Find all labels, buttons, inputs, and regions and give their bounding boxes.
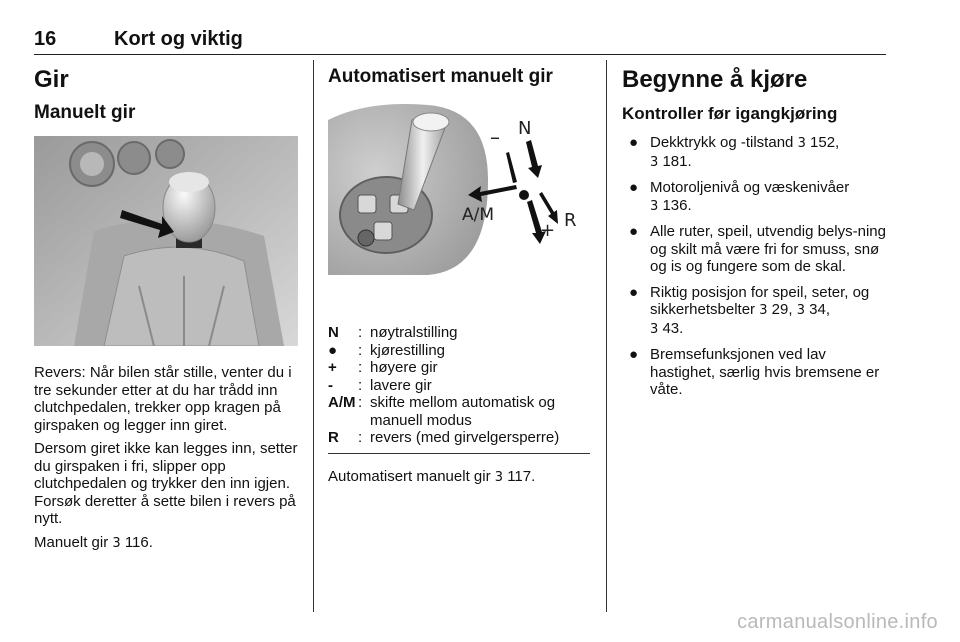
heading-start-driving: Begynne å kjøre [622, 66, 808, 93]
section-title: Gir [34, 66, 69, 93]
cross-reference: Manuelt gir 3 116. [34, 533, 153, 551]
figure-label-am: A/M [462, 205, 495, 225]
manual-gear-shifter-illustration [34, 136, 298, 346]
bullet-icon: ● [629, 179, 639, 196]
figure-label-r: R [564, 210, 577, 231]
figure-label-minus: – [490, 125, 500, 149]
legend-row: R : revers (med girvelgersperre) [328, 429, 560, 446]
column-start-driving [622, 60, 890, 407]
page-ref-icon: 3 [650, 154, 659, 170]
page-header [34, 26, 886, 55]
page-ref-icon: 3 [494, 469, 504, 485]
legend-row: A/M : skifte mellom automatisk og manuell modus [328, 394, 556, 429]
list-item: ● Motoroljenivå og væskenivåer 3 136. [629, 179, 850, 214]
gear-legend-table [328, 324, 590, 447]
running-head: Kort og viktig [114, 28, 243, 50]
legend-divider [328, 453, 590, 454]
subheading-manual-gearbox: Manuelt gir [34, 102, 136, 123]
column-divider-1 [313, 60, 314, 612]
list-item: ● Dekktrykk og -tilstand 3 152, 3 181. [629, 134, 840, 170]
cross-reference: Automatisert manuelt gir 3 117. [328, 467, 536, 485]
page-ref-icon: 3 [796, 303, 805, 318]
column-automated-manual [328, 60, 590, 492]
legend-row: + : høyere gir [328, 359, 438, 376]
automated-gear-selector-illustration [328, 100, 590, 310]
page-ref-icon: 3 [650, 198, 659, 214]
bullet-icon: ● [629, 223, 639, 240]
paragraph-reverse-retry: Dersom giret ikke kan legges inn, setter du girspaken i fri, slipper opp clutchpedalen og trykker den inn igjen. Forsøk deretter å sette bilen i revers på nytt. [34, 440, 298, 527]
page-number: 16 [34, 28, 57, 50]
bullet-icon: ● [629, 134, 639, 151]
page-ref-icon: 3 [650, 321, 659, 337]
column-manual-gearbox [34, 60, 300, 558]
page-ref-icon: 3 [797, 136, 806, 151]
watermark: carmanualsonline.info [737, 611, 938, 633]
heading-automated-manual: Automatisert manuelt gir [328, 66, 553, 87]
legend-row: N : nøytralstilling [328, 324, 458, 341]
figure-label-plus: + [540, 220, 556, 241]
subheading-pre-drive-checks: Kontroller før igangkjøring [622, 104, 838, 123]
checklist [622, 134, 890, 399]
page-ref-icon: 3 [759, 303, 768, 318]
bullet-icon: ● [629, 346, 639, 363]
legend-row: ● : kjørestilling [328, 341, 446, 359]
column-divider-2 [606, 60, 607, 612]
paragraph-reverse: Revers: Når bilen står stille, venter du i tre sekunder etter at du har trådd inn clutchpedalen, trekker opp kragen på girspaken og legger inn giret. [34, 364, 292, 434]
legend-row: - : lavere gir [328, 376, 432, 394]
page-ref-icon: 3 [112, 535, 121, 551]
list-item: ● Riktig posisjon for speil, seter, og sikkerhetsbelter 3 29, 3 34, 3 43. [629, 283, 870, 337]
bullet-icon: ● [629, 283, 639, 301]
list-item: ● Bremsefunksjonen ved lav hastighet, særlig hvis bremsene er våte. [629, 346, 880, 398]
list-item: ● Alle ruter, speil, utvendig belys-ning og skilt må være fri for smuss, snø og is og fungere som de skal. [629, 223, 886, 275]
figure-label-n: N [518, 118, 532, 139]
